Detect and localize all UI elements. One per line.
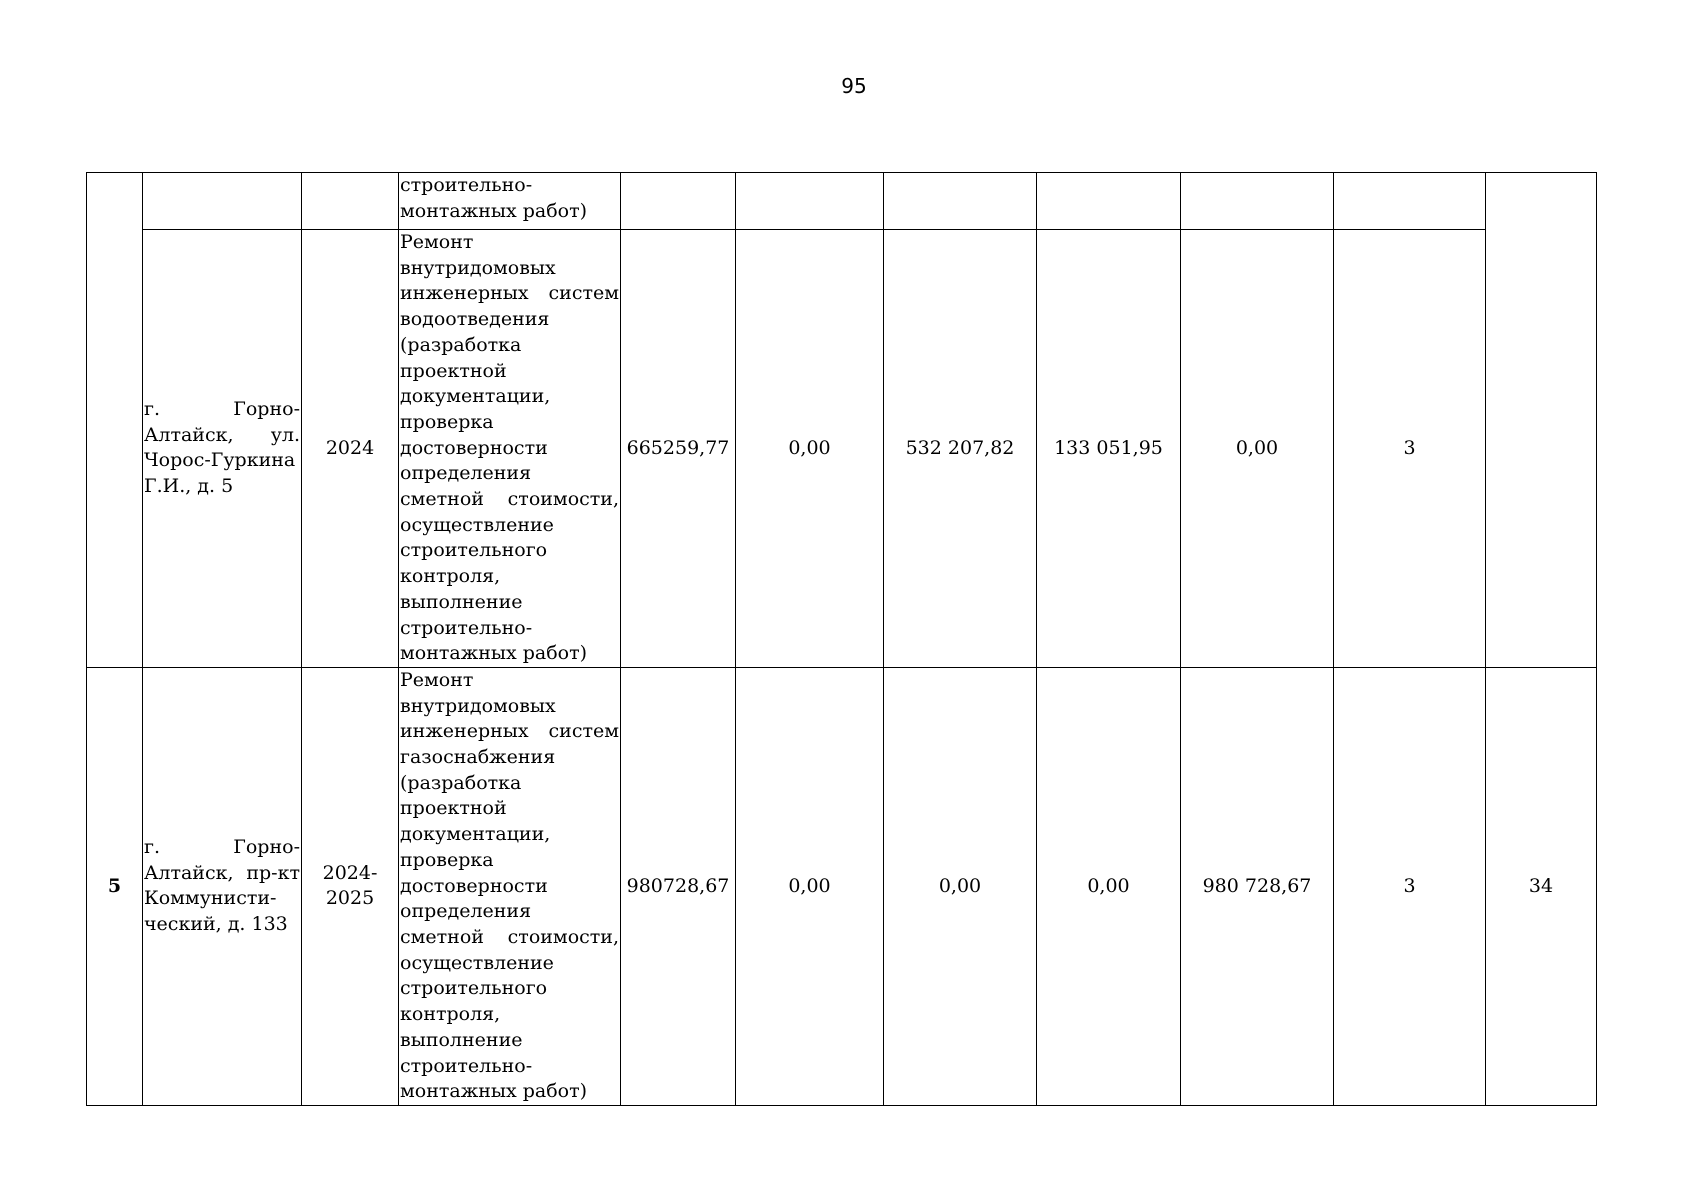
cell-last: 34	[1486, 667, 1597, 1105]
cell-years: 2024-2025	[302, 667, 399, 1105]
cell-regional-continued	[1037, 173, 1181, 230]
cell-number-continued	[87, 173, 143, 668]
cell-fund-continued	[736, 173, 884, 230]
table-row	[87, 667, 1597, 1105]
cell-address: г. Горно-Алтайск, пр-кт Коммунисти-ческий, д. 133	[143, 667, 302, 1105]
cell-local-continued	[1181, 173, 1334, 230]
cell-number: 5	[87, 667, 143, 1105]
cell-fund: 0,00	[736, 230, 884, 668]
cell-federal: 0,00	[884, 667, 1037, 1105]
works-table	[86, 172, 1597, 1106]
cell-total: 665259,77	[621, 230, 736, 668]
cell-address-continued	[143, 173, 302, 230]
cell-work-continued: строительно-монтажных работ)	[399, 173, 621, 230]
cell-count: 3	[1334, 667, 1486, 1105]
cell-regional: 0,00	[1037, 667, 1181, 1105]
cell-address: г. Горно-Алтайск, ул. Чорос-Гуркина Г.И., д. 5	[143, 230, 302, 668]
cell-regional: 133 051,95	[1037, 230, 1181, 668]
table-row-continued	[87, 173, 1597, 230]
cell-local: 0,00	[1181, 230, 1334, 668]
cell-total-continued	[621, 173, 736, 230]
cell-years-continued	[302, 173, 399, 230]
cell-last-continued	[1486, 173, 1597, 668]
cell-total: 980728,67	[621, 667, 736, 1105]
cell-count-continued	[1334, 173, 1486, 230]
table-row	[87, 230, 1597, 668]
page-number: 95	[841, 74, 867, 98]
cell-local: 980 728,67	[1181, 667, 1334, 1105]
cell-count: 3	[1334, 230, 1486, 668]
cell-work: Ремонт внутридомовых инженерных систем водоотведения (разработка проектной документации, проверка достоверности определения сметной стоимости, осуществление строительного контроля, выполнение строительно-монтажных работ)	[399, 230, 621, 668]
cell-work: Ремонт внутридомовых инженерных систем газоснабжения (разработка проектной документации, проверка достоверности определения сметной стоимости, осуществление строительного контроля, выполнение строительно-монтажных работ)	[399, 667, 621, 1105]
cell-federal: 532 207,82	[884, 230, 1037, 668]
cell-federal-continued	[884, 173, 1037, 230]
cell-fund: 0,00	[736, 667, 884, 1105]
cell-years: 2024	[302, 230, 399, 668]
